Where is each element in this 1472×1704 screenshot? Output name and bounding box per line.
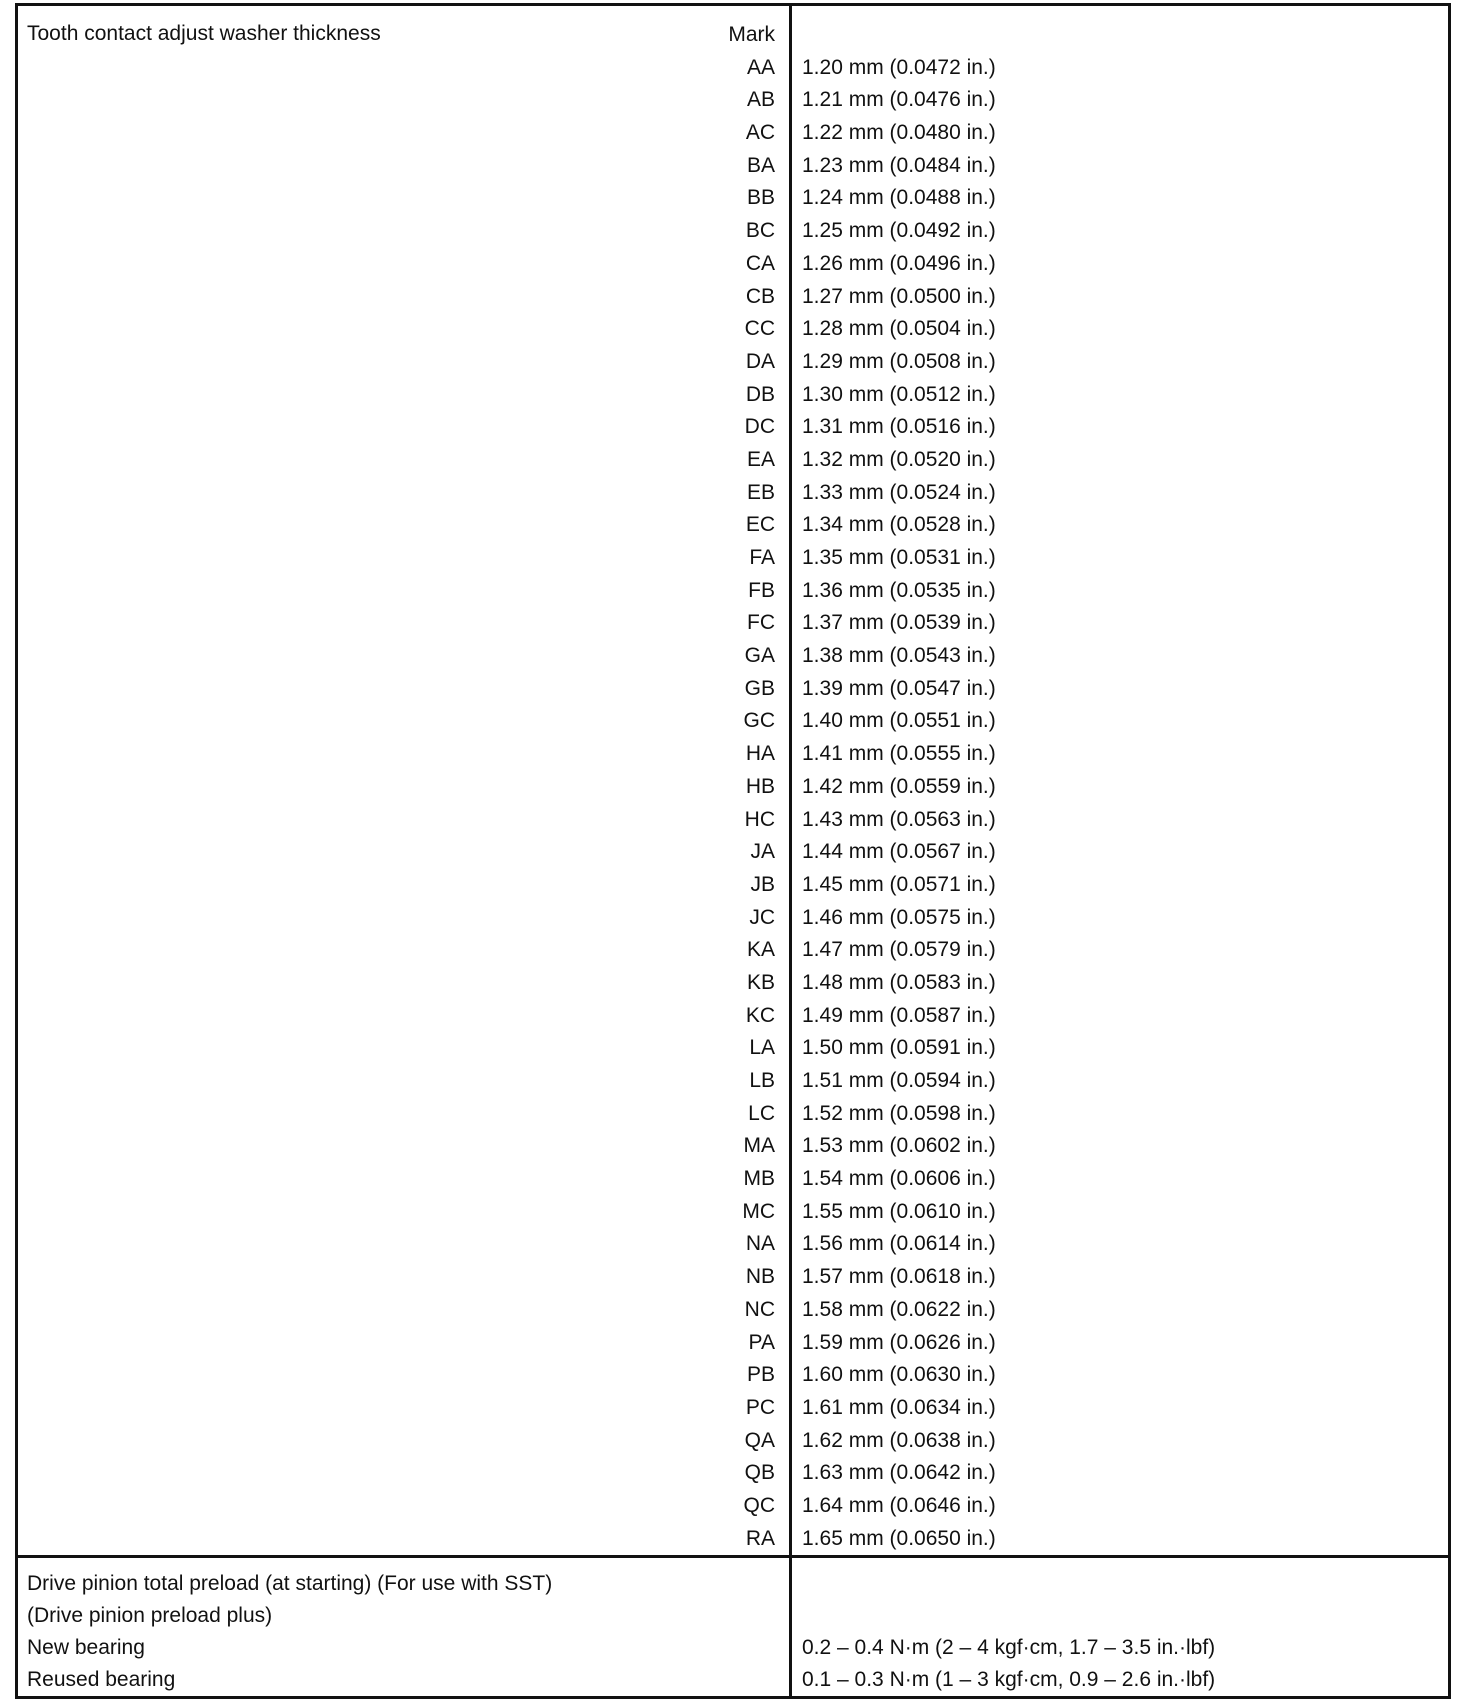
- washer-mark: HC: [744, 807, 775, 831]
- washer-thickness-value: 1.41 mm (0.0555 in.): [802, 742, 996, 766]
- washer-thickness-value: 1.23 mm (0.0484 in.): [802, 153, 996, 177]
- washer-thickness-value: 1.42 mm (0.0559 in.): [802, 774, 996, 798]
- washer-thickness-value: 1.52 mm (0.0598 in.): [802, 1101, 996, 1125]
- washer-mark: MC: [742, 1199, 775, 1223]
- washer-mark: HA: [745, 742, 775, 766]
- washer-thickness-value: 1.38 mm (0.0543 in.): [802, 644, 996, 668]
- washer-mark: JA: [750, 840, 775, 864]
- washer-mark: FC: [747, 611, 775, 635]
- preload-reused-bearing-value: 0.1 – 0.3 N·m (1 – 3 kgf·cm, 0.9 – 2.6 in.·lbf): [802, 1668, 1216, 1692]
- washer-mark: KC: [745, 1003, 775, 1027]
- washer-thickness-value: 1.30 mm (0.0512 in.): [802, 382, 996, 406]
- washer-thickness-value: 1.65 mm (0.0650 in.): [802, 1526, 996, 1550]
- washer-thickness-value: 1.27 mm (0.0500 in.): [802, 284, 996, 308]
- washer-mark: NA: [745, 1232, 775, 1256]
- washer-mark: EB: [746, 480, 775, 504]
- preload-new-bearing-value: 0.2 – 0.4 N·m (2 – 4 kgf·cm, 1.7 – 3.5 in.·lbf): [802, 1636, 1216, 1660]
- washer-thickness-value: 1.46 mm (0.0575 in.): [802, 905, 996, 929]
- washer-thickness-value: 1.45 mm (0.0571 in.): [802, 872, 996, 896]
- washer-thickness-value: 1.37 mm (0.0539 in.): [802, 611, 996, 635]
- washer-thickness-value: 1.26 mm (0.0496 in.): [802, 251, 996, 275]
- washer-thickness-value: 1.32 mm (0.0520 in.): [802, 447, 996, 471]
- mark-column: [18, 6, 789, 1555]
- washer-thickness-value: 1.64 mm (0.0646 in.): [802, 1493, 996, 1517]
- washer-mark: AB: [746, 88, 775, 112]
- washer-thickness-value: 1.55 mm (0.0610 in.): [802, 1199, 996, 1223]
- washer-mark: NC: [744, 1297, 775, 1321]
- washer-mark: QC: [743, 1493, 775, 1517]
- washer-thickness-value: 1.63 mm (0.0642 in.): [802, 1461, 996, 1485]
- washer-thickness-value: 1.20 mm (0.0472 in.): [802, 55, 996, 79]
- washer-thickness-value: 1.28 mm (0.0504 in.): [802, 317, 996, 341]
- washer-mark: EC: [745, 513, 775, 537]
- washer-mark: LA: [749, 1036, 775, 1060]
- washer-mark: GC: [743, 709, 775, 733]
- preload-subtitle: (Drive pinion preload plus): [27, 1604, 273, 1628]
- washer-thickness-value: 1.53 mm (0.0602 in.): [802, 1134, 996, 1158]
- washer-mark: BC: [745, 219, 775, 243]
- washer-mark: JC: [749, 905, 775, 929]
- washer-mark: DC: [744, 415, 775, 439]
- washer-mark: QB: [744, 1461, 775, 1485]
- washer-thickness-value: 1.44 mm (0.0567 in.): [802, 840, 996, 864]
- washer-mark: KA: [746, 938, 775, 962]
- washer-thickness-value: 1.36 mm (0.0535 in.): [802, 578, 996, 602]
- washer-thickness-value: 1.31 mm (0.0516 in.): [802, 415, 996, 439]
- washer-thickness-value: 1.62 mm (0.0638 in.): [802, 1428, 996, 1452]
- washer-mark: RA: [745, 1526, 775, 1550]
- washer-mark: BB: [746, 186, 775, 210]
- preload-section: [17, 1557, 1450, 1698]
- preload-reused-bearing-label: Reused bearing: [27, 1668, 176, 1692]
- washer-mark: KB: [746, 970, 775, 994]
- washer-thickness-value: 1.25 mm (0.0492 in.): [802, 219, 996, 243]
- washer-mark: MB: [743, 1167, 775, 1191]
- washer-thickness-value: 1.43 mm (0.0563 in.): [802, 807, 996, 831]
- thickness-column: [792, 6, 1448, 1555]
- washer-thickness-value: 1.22 mm (0.0480 in.): [802, 121, 996, 145]
- washer-thickness-value: 1.59 mm (0.0626 in.): [802, 1330, 996, 1354]
- washer-mark: GA: [744, 644, 775, 668]
- washer-mark: MA: [743, 1134, 775, 1158]
- washer-mark: DB: [745, 382, 775, 406]
- washer-thickness-value: 1.21 mm (0.0476 in.): [802, 88, 996, 112]
- washer-thickness-value: 1.49 mm (0.0587 in.): [802, 1003, 996, 1027]
- preload-title: Drive pinion total preload (at starting) (For use with SST): [27, 1572, 553, 1596]
- washer-mark: AC: [745, 121, 775, 145]
- washer-mark: PB: [746, 1363, 775, 1387]
- washer-mark: HB: [745, 774, 775, 798]
- washer-thickness-value: 1.35 mm (0.0531 in.): [802, 546, 996, 569]
- washer-mark: BA: [746, 153, 775, 177]
- washer-thickness-value: 1.50 mm (0.0591 in.): [802, 1036, 996, 1060]
- washer-mark: DA: [745, 349, 775, 373]
- washer-thickness-value: 1.24 mm (0.0488 in.): [802, 186, 996, 210]
- washer-mark: LC: [748, 1101, 775, 1125]
- washer-mark: NB: [745, 1265, 775, 1289]
- washer-mark: QA: [744, 1428, 775, 1452]
- washer-thickness-value: 1.51 mm (0.0594 in.): [802, 1069, 996, 1092]
- washer-thickness-value: 1.40 mm (0.0551 in.): [802, 709, 996, 733]
- washer-thickness-value: 1.58 mm (0.0622 in.): [802, 1297, 996, 1321]
- washer-thickness-label: Tooth contact adjust washer thickness: [27, 22, 381, 45]
- washer-thickness-value: 1.61 mm (0.0634 in.): [802, 1395, 996, 1419]
- washer-thickness-value: 1.33 mm (0.0524 in.): [802, 480, 996, 504]
- washer-mark: PA: [748, 1330, 775, 1354]
- washer-mark: EA: [746, 447, 775, 471]
- washer-mark: LB: [749, 1069, 775, 1092]
- washer-mark: PC: [745, 1395, 775, 1419]
- washer-mark: GB: [744, 676, 775, 700]
- washer-thickness-value: 1.39 mm (0.0547 in.): [802, 676, 996, 700]
- washer-right-cell: [791, 5, 1450, 1557]
- washer-thickness-value: 1.54 mm (0.0606 in.): [802, 1167, 996, 1191]
- washer-section: [17, 5, 1450, 1557]
- washer-thickness-value: 1.47 mm (0.0579 in.): [802, 938, 996, 962]
- washer-mark: CA: [745, 251, 775, 275]
- washer-thickness-value: 1.60 mm (0.0630 in.): [802, 1363, 996, 1387]
- washer-left-cell: [17, 5, 791, 1557]
- washer-mark: FA: [749, 546, 775, 569]
- washer-thickness-value: 1.48 mm (0.0583 in.): [802, 970, 996, 994]
- washer-mark: JB: [750, 872, 775, 896]
- washer-mark: AA: [746, 55, 775, 79]
- washer-thickness-value: 1.57 mm (0.0618 in.): [802, 1265, 996, 1289]
- washer-mark: FB: [748, 578, 775, 602]
- washer-thickness-value: 1.34 mm (0.0528 in.): [802, 513, 996, 537]
- washer-thickness-value: 1.29 mm (0.0508 in.): [802, 349, 996, 373]
- washer-mark: CB: [745, 284, 775, 308]
- preload-right-cell: [791, 1557, 1450, 1698]
- preload-new-bearing-label: New bearing: [27, 1636, 145, 1660]
- washer-mark: CC: [744, 317, 775, 341]
- washer-thickness-value: 1.56 mm (0.0614 in.): [802, 1232, 996, 1256]
- preload-left-cell: [17, 1557, 791, 1698]
- mark-header: Mark: [728, 23, 775, 46]
- specification-table: [15, 3, 1451, 1699]
